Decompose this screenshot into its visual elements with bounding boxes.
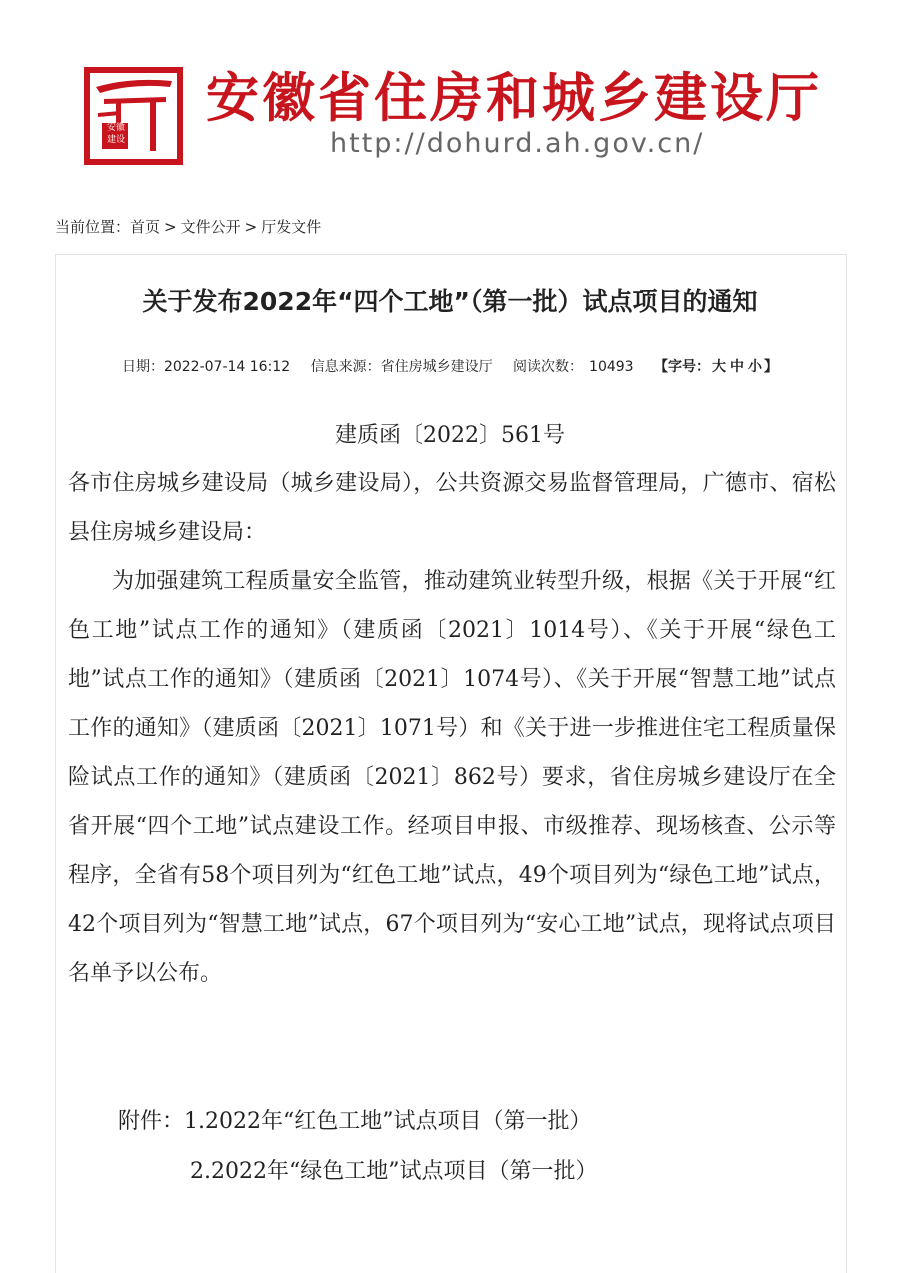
archway-logo-icon: [90, 73, 177, 159]
font-size-small-button[interactable]: 小: [748, 359, 763, 375]
font-size-label: 【字号：: [654, 359, 711, 375]
breadcrumb-file-disclosure[interactable]: 文件公开: [180, 218, 241, 236]
attachment-link-red-site[interactable]: 附件：1.2022年“红色工地”试点项目（第一批）: [118, 1109, 592, 1134]
views-count: 10493: [589, 359, 634, 375]
article-title: 关于发布2022年“四个工地”（第一批）试点项目的通知: [142, 287, 758, 316]
views-label: 阅读次数：: [513, 359, 584, 375]
breadcrumb-dept-documents[interactable]: 厅发文件: [261, 218, 322, 236]
font-size-large-button[interactable]: 大: [712, 359, 727, 375]
body-paragraph: 为加强建筑工程质量安全监管，推动建筑业转型升级，根据《关于开展“红色工地”试点工作的通知》（建质函〔2021〕1014号）、《关于开展“绿色工地”试点工作的通知》（建质函〔2021〕1074号）、《关于开展“智慧工地”试点工作的通知》（建质函〔2021〕1071号）和《关于进一步推进住宅工程质量保险试点工作的通知》（建质函〔2021〕862号）要求，省住房城乡建设厅在全省开展“四个工地”试点建设工作。经项目申报、市级推荐、现场核查、公示等程序，全省有58个项目列为“红色工地”试点，49个项目列为“绿色工地”试点，42个项目列为“智慧工地”试点，67个项目列为“安心工地”试点，现将试点项目名单予以公布。: [68, 569, 836, 986]
article-meta: [0, 356, 900, 376]
salutation-paragraph: 各市住房城乡建设局（城乡建设局），公共资源交易监督管理局，广德市、宿松县住房城乡建设局：: [68, 471, 836, 545]
article-date: 日期：2022-07-14 16:12: [121, 359, 291, 375]
logo-seal-text: 安徽建设: [106, 123, 125, 145]
font-size-bracket: 】: [764, 359, 779, 375]
breadcrumb-prefix: 当前位置：: [55, 218, 131, 236]
article-views: [513, 359, 634, 375]
site-logo[interactable]: [84, 67, 183, 165]
breadcrumb: [55, 216, 321, 237]
breadcrumb-home[interactable]: 首页: [130, 218, 161, 236]
breadcrumb-separator: >: [244, 218, 258, 236]
site-url[interactable]: http://dohurd.ah.gov.cn/: [330, 128, 705, 159]
font-size-medium-button[interactable]: 中: [730, 359, 745, 375]
breadcrumb-separator: >: [164, 218, 177, 236]
article-source: 信息来源：省住房城乡建设厅: [310, 359, 493, 375]
attachment-link-green-site[interactable]: 2.2022年“绿色工地”试点项目（第一批）: [190, 1159, 598, 1184]
document-number: 建质函〔2022〕561号: [335, 423, 565, 448]
site-name[interactable]: 安徽省住房和城乡建设厅: [206, 68, 822, 129]
font-size-control: [654, 359, 778, 375]
